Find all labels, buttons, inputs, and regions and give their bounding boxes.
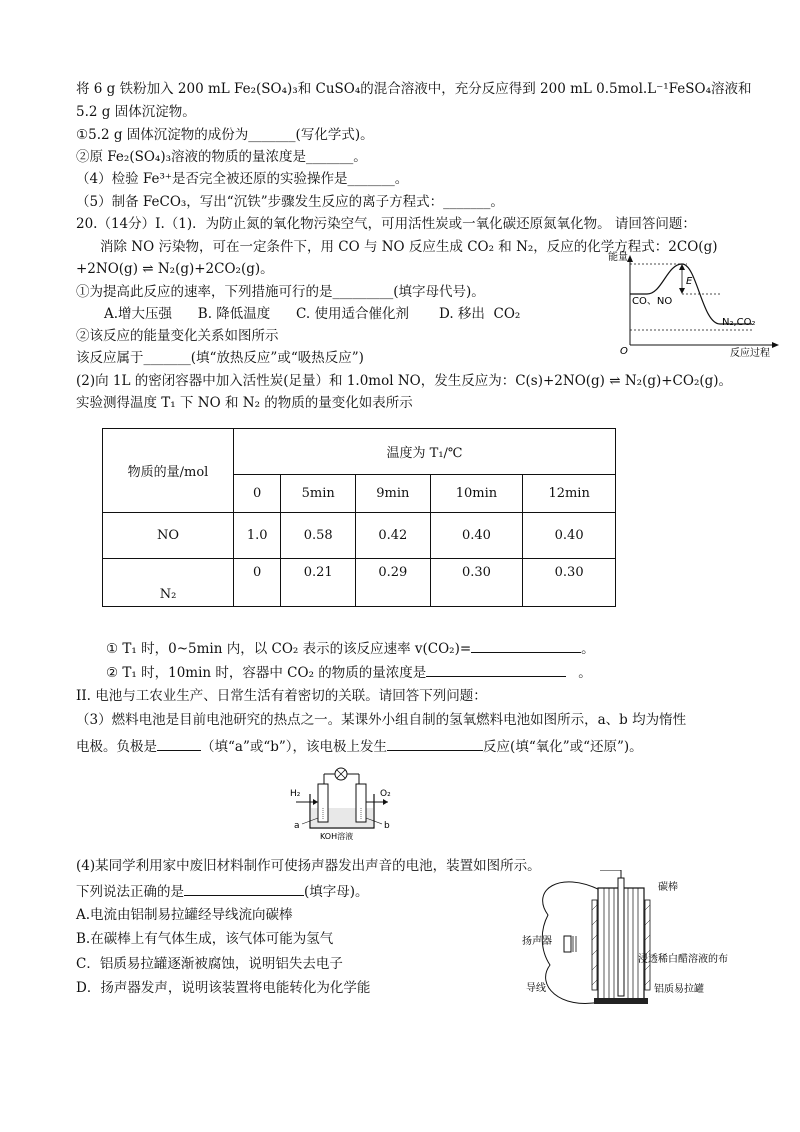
table-cell: 0.30 bbox=[430, 559, 523, 607]
q20-line-2: 消除 NO 污染物，可在一定条件下，用 CO 与 NO 反应生成 CO₂ 和 N₂，反应的化学方程式：2CO(g) bbox=[100, 239, 718, 255]
answer-blank[interactable] bbox=[471, 638, 581, 653]
q-rate-text: ① T₁ 时，0~5min 内，以 CO₂ 表示的该反应速率 v(CO₂)= bbox=[106, 641, 472, 657]
q20-part2-line-a: (2)向 1L 的密闭容器中加入活性炭(足量）和 1.0mol NO，发生反应为：C(s)+2NO(g) ⇌ N₂(g)+CO₂(g)。 bbox=[76, 373, 733, 389]
intro-question-4: （4）检验 Fe³⁺是否完全被还原的实验操作是_______。 bbox=[76, 171, 409, 187]
answer-blank[interactable] bbox=[157, 736, 201, 751]
table-time-header: 12min bbox=[523, 475, 616, 513]
q4-prompt-end: (填字母)。 bbox=[304, 884, 369, 900]
energy-axis-label: 能量 bbox=[608, 252, 628, 263]
table-corner-header: 物质的量/mol bbox=[103, 429, 234, 513]
table-time-header: 5min bbox=[281, 475, 356, 513]
table-cell: 0.42 bbox=[356, 513, 431, 559]
nitrogen-table bbox=[102, 428, 616, 607]
energy-diagram bbox=[602, 250, 782, 360]
q-concentration-text: ② T₁ 时，10min 时，容器中 CO₂ 的物质的量浓度是 bbox=[106, 665, 427, 681]
intro-line-2: 5.2 g 固体沉淀物。 bbox=[76, 104, 196, 120]
answer-blank[interactable] bbox=[426, 662, 566, 677]
table-time-header: 9min bbox=[356, 475, 431, 513]
energy-origin-label: O bbox=[620, 346, 628, 357]
part2-q3-line-b bbox=[76, 736, 643, 756]
q20-equation: +2NO(g) ⇌ N₂(g)+2CO₂(g)。 bbox=[76, 261, 274, 277]
q4-option-d: D．扬声器发声，说明该装置将电能转化为化学能 bbox=[76, 980, 371, 996]
energy-products-label: N₂,CO₂ bbox=[722, 317, 756, 328]
q20-sub-3: 该反应属于_______(填“放热反应”或“吸热反应”) bbox=[76, 350, 364, 366]
table-cell: 0.40 bbox=[523, 513, 616, 559]
table-row bbox=[103, 559, 616, 607]
intro-question-2: ②原 Fe₂(SO₄)₃溶液的物质的量浓度是_______。 bbox=[76, 149, 367, 165]
table-cell: 1.0 bbox=[234, 513, 281, 559]
q3-text-2: （填“a”或“b”），该电极上发生 bbox=[201, 739, 388, 755]
q20-heading: 20.（14分）Ⅰ.（1)．为防止氮的氧化物污染空气，可用活性炭或一氧化碳还原氮氧化物。 请回答问题： bbox=[76, 216, 696, 232]
table-cell: 0.30 bbox=[523, 559, 616, 607]
q20-sub-1: ①为提高此反应的速率，下列措施可行的是_________(填字母代号)。 bbox=[76, 284, 485, 300]
q4-prompt-text: 下列说法正确的是 bbox=[76, 884, 184, 900]
q20-options: A.增大压强 B. 降低温度 C. 使用适合催化剂 D. 移出 CO₂ bbox=[104, 306, 521, 322]
can-cloth-label: 浸透稀白醋溶液的布 bbox=[638, 954, 728, 965]
q-rate bbox=[106, 638, 595, 658]
answer-blank[interactable] bbox=[387, 736, 483, 751]
intro-question-5: （5）制备 FeCO₃，写出“沉铁”步骤发生反应的离子方程式：_______。 bbox=[76, 194, 504, 210]
part2-q3-line-a: （3）燃料电池是目前电池研究的热点之一。某课外小组自制的氢氧燃料电池如图所示，a、b 均为惰性 bbox=[76, 712, 687, 728]
table-temp-header: 温度为 T₁/℃ bbox=[234, 429, 616, 475]
can-cell-diagram bbox=[520, 870, 750, 1015]
table-cell: 0.29 bbox=[356, 559, 431, 607]
table-row-label: NO bbox=[103, 513, 234, 559]
q-rate-end: 。 bbox=[581, 641, 595, 657]
table-time-header: 0 bbox=[234, 475, 281, 513]
q4-prompt bbox=[76, 881, 369, 901]
can-wire-label: 导线 bbox=[526, 983, 546, 994]
table-cell: 0.21 bbox=[281, 559, 356, 607]
fuel-cell-o2-label: O₂ bbox=[380, 789, 391, 799]
q-concentration bbox=[106, 662, 592, 682]
can-carbon-label: 碳棒 bbox=[658, 882, 678, 893]
energy-barrier-label: E bbox=[686, 276, 693, 287]
fuel-cell-a-label: a bbox=[294, 821, 300, 831]
q4-option-b: B.在碳棒上有气体生成，该气体可能为氢气 bbox=[76, 931, 334, 947]
speaker-icon bbox=[564, 936, 571, 952]
answer-blank[interactable] bbox=[184, 881, 304, 896]
q20-part2-line-b: 实验测得温度 T₁ 下 NO 和 N₂ 的物质的量变化如表所示 bbox=[76, 395, 413, 411]
can-speaker-label: 扬声器 bbox=[522, 936, 552, 947]
q3-text-1: 电极。负极是 bbox=[76, 739, 157, 755]
q4-option-a: A.电流由铝制易拉罐经导线流向碳棒 bbox=[76, 907, 293, 923]
can-can-label: 铝质易拉罐 bbox=[654, 984, 704, 995]
fuel-cell-h2-label: H₂ bbox=[290, 789, 301, 799]
intro-line-1: 将 6 g 铁粉加入 200 mL Fe₂(SO₄)₃和 CuSO₄的混合溶液中，充分反应得到 200 mL 0.5mol.L⁻¹FeSO₄溶液和 bbox=[76, 81, 752, 97]
fuel-cell-b-label: b bbox=[384, 821, 390, 831]
fuel-cell-electrolyte-label: KOH溶液 bbox=[320, 832, 354, 841]
energy-reactants-label: CO、NO bbox=[632, 296, 673, 307]
intro-question-1: ①5.2 g 固体沉淀物的成份为_______(写化学式)。 bbox=[76, 127, 374, 143]
energy-xaxis-label: 反应过程 bbox=[730, 348, 770, 359]
table-row-label: N₂ bbox=[103, 559, 234, 607]
q4-option-c: C．铝质易拉罐逐渐被腐蚀，说明铝失去电子 bbox=[76, 956, 343, 972]
table-cell: 0 bbox=[234, 559, 281, 607]
q-concentration-end: 。 bbox=[578, 665, 592, 681]
q3-text-3: 反应(填“氧化”或“还原”)。 bbox=[483, 739, 643, 755]
table-cell: 0.40 bbox=[430, 513, 523, 559]
q20-sub-2: ②该反应的能量变化关系如图所示 bbox=[76, 328, 279, 344]
q4-heading: (4)某同学利用家中废旧材料制作可使扬声器发出声音的电池，装置如图所示。 bbox=[76, 858, 541, 874]
table-row bbox=[103, 513, 616, 559]
fuel-cell-diagram bbox=[282, 762, 412, 842]
table-cell: 0.58 bbox=[281, 513, 356, 559]
table-time-header: 10min bbox=[430, 475, 523, 513]
part2-heading: II. 电池与工农业生产、日常生活有着密切的关联。请回答下列问题： bbox=[76, 688, 487, 704]
